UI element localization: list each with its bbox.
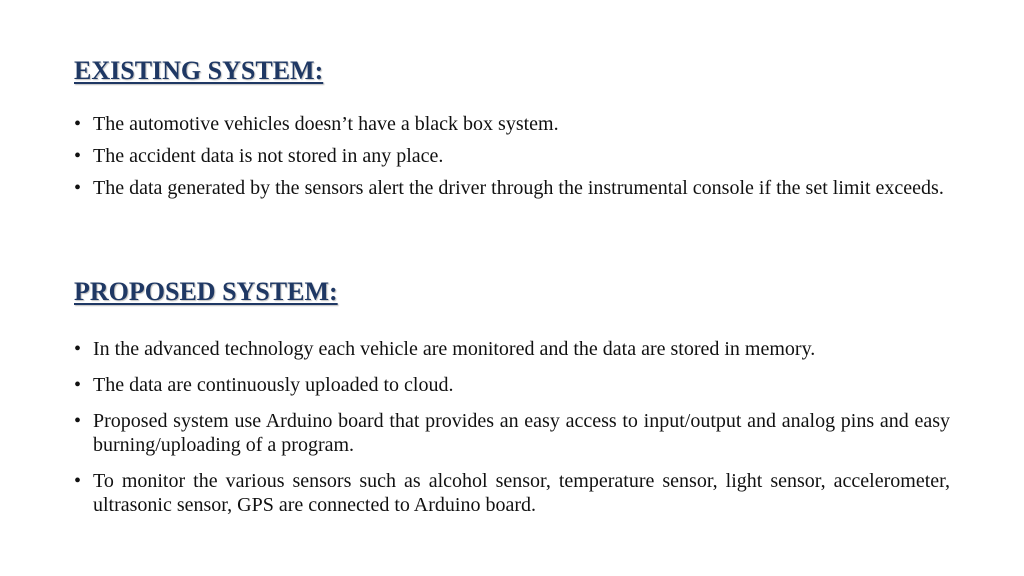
bullet-icon: • bbox=[74, 177, 82, 199]
bullet-icon: • bbox=[74, 145, 82, 167]
existing-system-list bbox=[74, 112, 950, 208]
bullet-icon: • bbox=[74, 113, 82, 135]
list-item bbox=[74, 176, 950, 200]
existing-system-heading: EXISTING SYSTEM: bbox=[74, 56, 324, 85]
list-item-text: The data generated by the sensors alert the driver through the instrumental console if the set limit exceeds. bbox=[93, 177, 944, 199]
list-item bbox=[74, 112, 950, 136]
bullet-icon: • bbox=[74, 338, 82, 360]
list-item bbox=[74, 373, 950, 397]
list-item-text: In the advanced technology each vehicle are monitored and the data are stored in memory. bbox=[93, 338, 816, 360]
list-item-text: The data are continuously uploaded to cloud. bbox=[93, 374, 454, 396]
list-item bbox=[74, 409, 950, 457]
proposed-system-list bbox=[74, 337, 950, 529]
bullet-icon: • bbox=[74, 374, 82, 396]
list-item bbox=[74, 337, 950, 361]
list-item bbox=[74, 144, 950, 168]
proposed-system-heading: PROPOSED SYSTEM: bbox=[74, 277, 338, 306]
list-item bbox=[74, 469, 950, 517]
list-item-text: The accident data is not stored in any place. bbox=[93, 145, 444, 167]
bullet-icon: • bbox=[74, 410, 82, 432]
bullet-icon: • bbox=[74, 470, 82, 492]
list-item-text: The automotive vehicles doesn’t have a black box system. bbox=[93, 113, 559, 135]
list-item-text: To monitor the various sensors such as alcohol sensor, temperature sensor, light sensor, accelerometer, ultrasonic sensor, GPS are connected to Arduino board. bbox=[93, 470, 950, 516]
list-item-text: Proposed system use Arduino board that provides an easy access to input/output and analog pins and easy burning/uploading of a program. bbox=[93, 410, 950, 456]
